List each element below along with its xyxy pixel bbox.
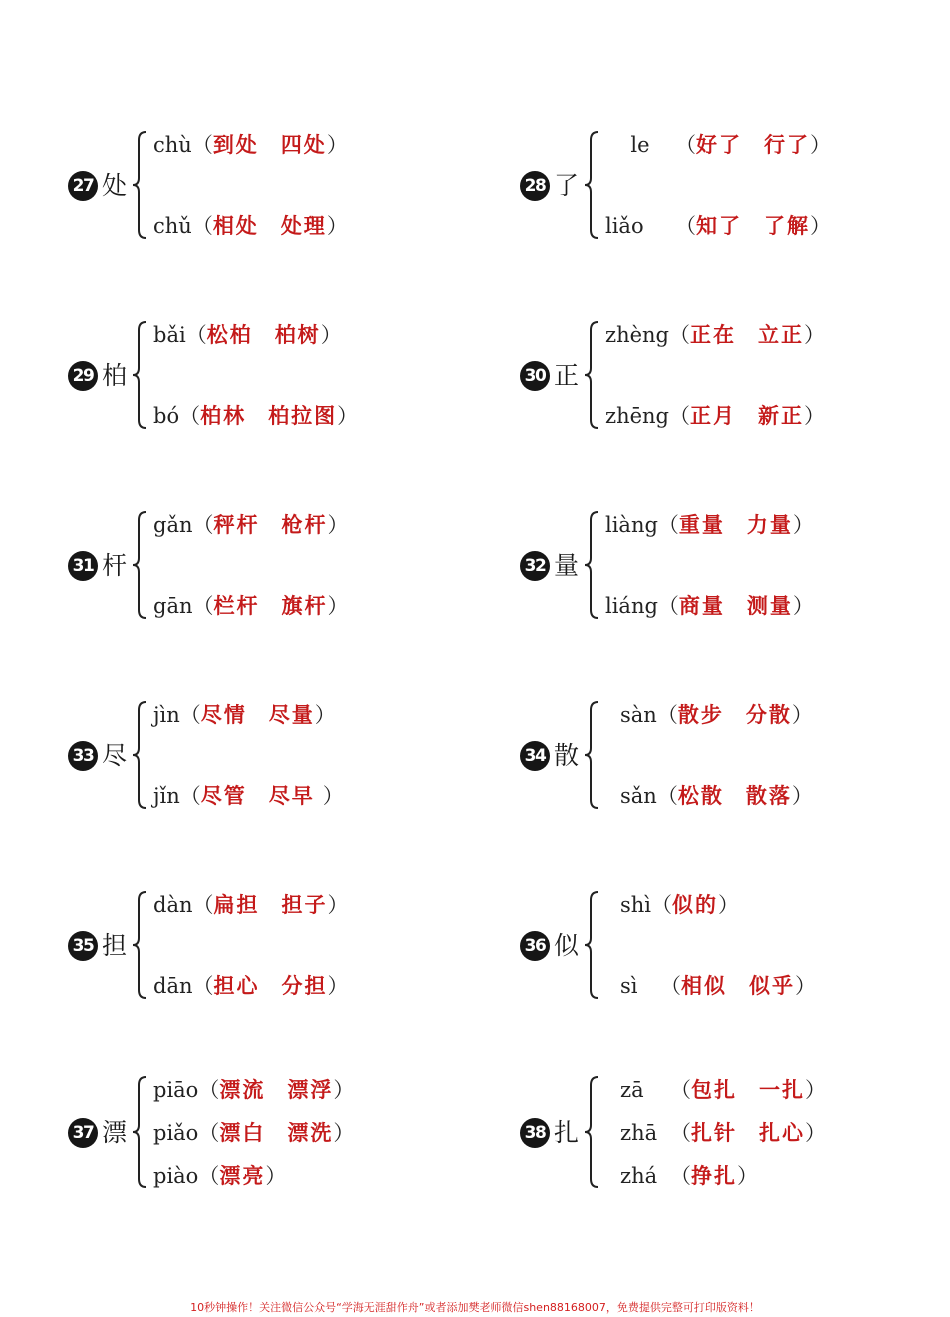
reading-line <box>153 892 349 918</box>
example-word: 尽早 <box>268 784 315 808</box>
close-paren: ） <box>320 323 342 347</box>
pinyin: zhèng <box>605 323 669 347</box>
entry-31 <box>68 508 468 628</box>
reading-line <box>605 213 831 239</box>
example-word: 包扎 <box>691 1078 737 1102</box>
entry-36 <box>520 888 920 1008</box>
entry-character: 了 <box>554 171 580 200</box>
example-word: 立正 <box>757 323 804 347</box>
entry-29 <box>68 318 468 438</box>
close-paren: ） <box>718 893 740 917</box>
close-paren: ） <box>326 214 348 238</box>
example-word: 分担 <box>281 974 328 998</box>
open-paren: （ <box>657 594 679 618</box>
example-word: 栏杆 <box>213 594 260 618</box>
close-paren: ） <box>327 974 349 998</box>
pinyin: sǎn <box>620 784 657 808</box>
entry-number: 30 <box>520 361 550 391</box>
example-word: 柏拉图 <box>268 404 338 428</box>
example-word: 好了 <box>696 133 742 157</box>
brace-icon <box>130 128 152 242</box>
pinyin: jìn <box>153 703 180 727</box>
open-paren: （ <box>185 323 207 347</box>
reading-line <box>153 512 349 538</box>
close-paren: ） <box>792 594 814 618</box>
entry-number: 28 <box>520 171 550 201</box>
pinyin: bó <box>153 404 180 428</box>
pinyin: zhá <box>620 1164 658 1188</box>
close-paren: ） <box>327 513 349 537</box>
open-paren: （ <box>675 133 696 157</box>
close-paren: ） <box>803 404 825 428</box>
entry-number: 35 <box>68 931 98 961</box>
pinyin: le <box>630 133 650 157</box>
entry-number: 32 <box>520 551 550 581</box>
open-paren: （ <box>670 1078 691 1102</box>
pinyin: dān <box>153 974 193 998</box>
entry-33 <box>68 698 468 818</box>
example-word: 秤杆 <box>213 513 260 537</box>
entry-number: 31 <box>68 551 98 581</box>
close-paren: ） <box>327 594 349 618</box>
close-paren: ） <box>327 893 349 917</box>
pinyin: zhā <box>620 1121 658 1145</box>
example-word: 似的 <box>672 893 719 917</box>
close-paren: ） <box>792 513 814 537</box>
close-paren: ） <box>322 784 344 808</box>
example-word: 扁担 <box>213 893 260 917</box>
close-paren: ） <box>314 703 336 727</box>
footer-notice: 10秒钟操作！关注微信公众号“学海无涯甜作舟”或者添加樊老师微信shen88168007，免费提供完整可打印版资料！ <box>190 1301 760 1314</box>
example-word: 一扎 <box>759 1078 805 1102</box>
close-paren: ） <box>326 133 348 157</box>
example-word: 散步 <box>677 703 724 727</box>
reading-line <box>153 1077 354 1103</box>
example-word: 行了 <box>764 133 810 157</box>
brace-icon <box>582 318 604 432</box>
open-paren: （ <box>198 1164 220 1188</box>
open-paren: （ <box>656 703 678 727</box>
open-paren: （ <box>192 974 214 998</box>
example-word: 松柏 <box>206 323 253 347</box>
brace-icon <box>130 698 152 812</box>
pinyin: liǎo <box>605 214 644 238</box>
reading-line <box>153 322 342 348</box>
entry-32 <box>520 508 920 628</box>
open-paren: （ <box>179 404 201 428</box>
brace-icon <box>582 128 604 242</box>
reading-line <box>605 403 825 429</box>
close-paren: ） <box>805 1078 826 1102</box>
brace-icon <box>130 508 152 622</box>
open-paren: （ <box>179 784 201 808</box>
example-word: 漂洗 <box>287 1121 334 1145</box>
example-word: 到处 <box>212 133 259 157</box>
pinyin: sàn <box>620 703 657 727</box>
entry-character: 杆 <box>102 551 128 580</box>
open-paren: （ <box>668 323 690 347</box>
example-word: 挣扎 <box>691 1164 737 1188</box>
close-paren: ） <box>805 1121 826 1145</box>
close-paren: ） <box>810 133 831 157</box>
reading-line <box>153 702 336 728</box>
example-word: 力量 <box>746 513 793 537</box>
entry-28 <box>520 128 920 248</box>
open-paren: （ <box>675 214 696 238</box>
open-paren: （ <box>668 404 690 428</box>
entry-38 <box>520 1073 920 1193</box>
entry-37 <box>68 1073 468 1193</box>
example-word: 相似 <box>681 974 727 998</box>
reading-line <box>153 132 348 158</box>
example-word: 正在 <box>689 323 736 347</box>
reading-line <box>620 892 739 918</box>
example-word: 正月 <box>689 404 736 428</box>
open-paren: （ <box>192 594 214 618</box>
open-paren: （ <box>670 1164 691 1188</box>
entry-character: 担 <box>102 931 128 960</box>
open-paren: （ <box>198 1121 220 1145</box>
entry-character: 扎 <box>554 1118 580 1147</box>
entry-character: 柏 <box>102 361 128 390</box>
reading-line <box>605 512 814 538</box>
close-paren: ） <box>791 784 813 808</box>
entry-27 <box>68 128 468 248</box>
brace-icon <box>130 318 152 432</box>
example-word: 担心 <box>213 974 260 998</box>
pinyin: jǐn <box>153 784 180 808</box>
example-word: 漂流 <box>219 1078 266 1102</box>
entry-character: 散 <box>554 741 580 770</box>
example-word: 柏林 <box>200 404 247 428</box>
pinyin: liàng <box>605 513 658 537</box>
example-word: 漂白 <box>219 1121 266 1145</box>
open-paren: （ <box>192 893 214 917</box>
example-word: 松散 <box>677 784 724 808</box>
open-paren: （ <box>657 513 679 537</box>
open-paren: （ <box>191 214 213 238</box>
example-word: 测量 <box>746 594 793 618</box>
entry-30 <box>520 318 920 438</box>
reading-line <box>153 213 348 239</box>
close-paren: ） <box>265 1164 287 1188</box>
entry-character: 漂 <box>102 1118 128 1147</box>
pinyin: dàn <box>153 893 193 917</box>
example-word: 枪杆 <box>281 513 328 537</box>
example-word: 散落 <box>745 784 792 808</box>
entry-35 <box>68 888 468 1008</box>
close-paren: ） <box>795 974 816 998</box>
reading-line <box>153 973 349 999</box>
reading-line <box>605 132 831 158</box>
example-word: 知了 <box>696 214 742 238</box>
pinyin: chǔ <box>153 214 192 238</box>
brace-icon <box>130 888 152 1002</box>
pinyin: piǎo <box>153 1121 199 1145</box>
reading-line <box>620 702 813 728</box>
close-paren: ） <box>337 404 359 428</box>
brace-icon <box>130 1073 152 1191</box>
reading-line <box>153 1120 354 1146</box>
example-word: 漂浮 <box>287 1078 334 1102</box>
example-word: 尽管 <box>200 784 247 808</box>
entry-34 <box>520 698 920 818</box>
pinyin: bǎi <box>153 323 186 347</box>
open-paren: （ <box>179 703 201 727</box>
close-paren: ） <box>333 1078 355 1102</box>
pinyin: gǎn <box>153 513 193 537</box>
close-paren: ） <box>333 1121 355 1145</box>
entry-number: 38 <box>520 1118 550 1148</box>
brace-icon <box>582 508 604 622</box>
example-word: 担子 <box>281 893 328 917</box>
entry-number: 34 <box>520 741 550 771</box>
open-paren: （ <box>670 1121 691 1145</box>
close-paren: ） <box>803 323 825 347</box>
entry-number: 36 <box>520 931 550 961</box>
entry-character: 量 <box>554 551 580 580</box>
open-paren: （ <box>660 974 681 998</box>
example-word: 漂亮 <box>219 1164 266 1188</box>
open-paren: （ <box>198 1078 220 1102</box>
entry-number: 29 <box>68 361 98 391</box>
entry-number: 27 <box>68 171 98 201</box>
reading-line <box>605 593 814 619</box>
reading-line <box>620 1077 826 1103</box>
pinyin: zhēng <box>605 404 669 428</box>
close-paren: ） <box>810 214 831 238</box>
pinyin: gān <box>153 594 193 618</box>
open-paren: （ <box>651 893 673 917</box>
reading-line <box>153 1163 286 1189</box>
reading-line <box>153 783 344 809</box>
pinyin: zā <box>620 1078 644 1102</box>
example-word: 似乎 <box>749 974 795 998</box>
brace-icon <box>582 1073 604 1191</box>
entry-number: 33 <box>68 741 98 771</box>
entry-character: 似 <box>554 931 580 960</box>
pinyin: chù <box>153 133 192 157</box>
example-word: 柏树 <box>274 323 321 347</box>
example-word: 了解 <box>764 214 810 238</box>
entry-character: 处 <box>102 171 128 200</box>
reading-line <box>620 1120 826 1146</box>
example-word: 分散 <box>745 703 792 727</box>
example-word: 相处 <box>212 214 259 238</box>
reading-line <box>605 322 825 348</box>
entry-number: 37 <box>68 1118 98 1148</box>
close-paren: ） <box>737 1164 758 1188</box>
pinyin: piāo <box>153 1078 199 1102</box>
reading-line <box>153 403 358 429</box>
close-paren: ） <box>791 703 813 727</box>
entry-character: 正 <box>554 361 580 390</box>
entry-character: 尽 <box>102 741 128 770</box>
pinyin: piào <box>153 1164 199 1188</box>
example-word: 新正 <box>757 404 804 428</box>
example-word: 扎针 <box>691 1121 737 1145</box>
example-word: 四处 <box>280 133 327 157</box>
example-word: 旗杆 <box>281 594 328 618</box>
reading-line <box>153 593 349 619</box>
pinyin: sì <box>620 974 638 998</box>
example-word: 商量 <box>678 594 725 618</box>
reading-line <box>620 1163 758 1189</box>
open-paren: （ <box>192 513 214 537</box>
pinyin: shì <box>620 893 652 917</box>
example-word: 处理 <box>280 214 327 238</box>
pinyin: liáng <box>605 594 658 618</box>
example-word: 尽量 <box>268 703 315 727</box>
example-word: 扎心 <box>759 1121 805 1145</box>
open-paren: （ <box>656 784 678 808</box>
brace-icon <box>582 888 604 1002</box>
example-word: 尽情 <box>200 703 247 727</box>
reading-line <box>620 783 813 809</box>
example-word: 重量 <box>678 513 725 537</box>
brace-icon <box>582 698 604 812</box>
reading-line <box>620 973 816 999</box>
open-paren: （ <box>191 133 213 157</box>
